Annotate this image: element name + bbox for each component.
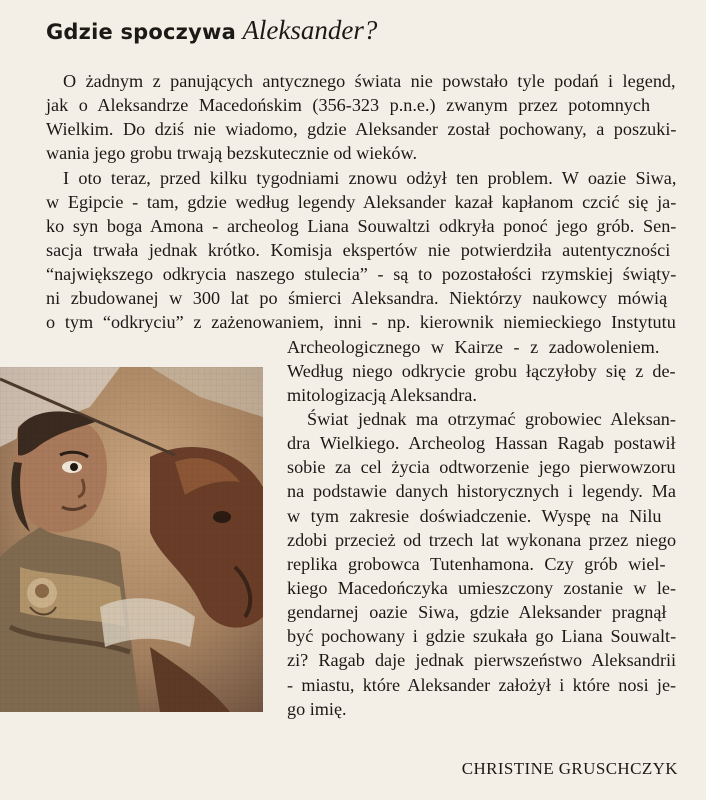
author-signature: [462, 759, 678, 779]
body-line: O żadnym z panujących antycznego świata nie powstało tyle podań i legend,: [63, 71, 676, 91]
body-line: Świat jednak ma otrzymać grobowiec Aleksan-: [307, 409, 676, 429]
author-first-initial: C: [461, 759, 474, 778]
body-line: mitologizacją Aleksandra.: [287, 385, 477, 405]
article-title: [46, 10, 377, 52]
author-last-rest: RUSCHCZYK: [571, 759, 678, 778]
body-line: - miastu, które Aleksander założył i które nosi je-: [287, 675, 677, 695]
body-line: sacja trwała jednak krótko. Komisja ekspertów nie potwierdziła autentyczności: [46, 240, 671, 260]
body-line: zi? Ragab daje jednak pierwszeństwo Aleksandrii: [287, 650, 677, 670]
body-line: zdobi przecież od trzech lat wykonana przez niego: [287, 530, 677, 550]
body-line: sobie za cel życia odtworzenie jego pierwowzoru: [287, 457, 676, 477]
body-line: ko syn boga Amona - archeolog Liana Souwaltzi odkryła ponoć jego grób. Sen-: [46, 216, 677, 236]
title-italic: Aleksander?: [242, 15, 378, 45]
body-line: być pochowany i gdzie szukała go Liana Souwalt-: [287, 626, 677, 646]
body-line: jak o Aleksandrze Macedońskim (356-323 p.n.e.) zwanym przez potomnych: [46, 95, 651, 115]
body-line: Archeologicznego w Kairze - z zadowoleniem.: [287, 337, 660, 357]
body-line: I oto teraz, przed kilku tygodniami znowu odżył ten problem. W oazie Siwa,: [63, 168, 677, 188]
body-line: kiego Macedończyka umieszczony zostanie w le-: [287, 578, 677, 598]
author-last-initial: G: [558, 759, 572, 778]
title-bold: Gdzie spoczywa: [46, 20, 236, 44]
body-line: wania jego grobu trwają bezskutecznie od wieków.: [46, 143, 418, 163]
body-line: replika grobowca Tutenhamona. Czy grób wiel-: [287, 554, 666, 574]
body-line: gendarnej oazie Siwa, gdzie Aleksander pragnął: [287, 602, 667, 622]
body-line: w tym zakresie doświadczenie. Wyspę na Nilu: [287, 506, 662, 526]
mosaic-illustration: [0, 367, 263, 712]
body-line: o tym “odkryciu” z zażenowaniem, inni - np. kierownik niemieckiego Instytutu: [46, 312, 676, 332]
body-line: go imię.: [287, 699, 347, 719]
body-line: Wielkim. Do dziś nie wiadomo, gdzie Aleksander został pochowany, a poszuki-: [46, 119, 677, 139]
body-line: dra Wielkiego. Archeolog Hassan Ragab postawił: [287, 433, 676, 453]
alexander-mosaic-image: [0, 367, 263, 712]
body-line: w Egipcie - tam, gdzie według legendy Aleksander kazał kapłanom czcić się ja-: [46, 192, 677, 212]
body-line: ni zbudowanej w 300 lat po śmierci Aleksandra. Niektórzy naukowcy mówią: [46, 288, 668, 308]
body-line: Według niego odkrycie grobu łączyłoby się z de-: [287, 361, 676, 381]
author-first-rest: HRISTINE: [473, 759, 555, 778]
body-line: “największego odkrycia naszego stulecia” - są to pozostałości rzymskiej świąty-: [46, 264, 677, 284]
body-line: na podstawie danych historycznych i legendy. Ma: [287, 481, 676, 501]
